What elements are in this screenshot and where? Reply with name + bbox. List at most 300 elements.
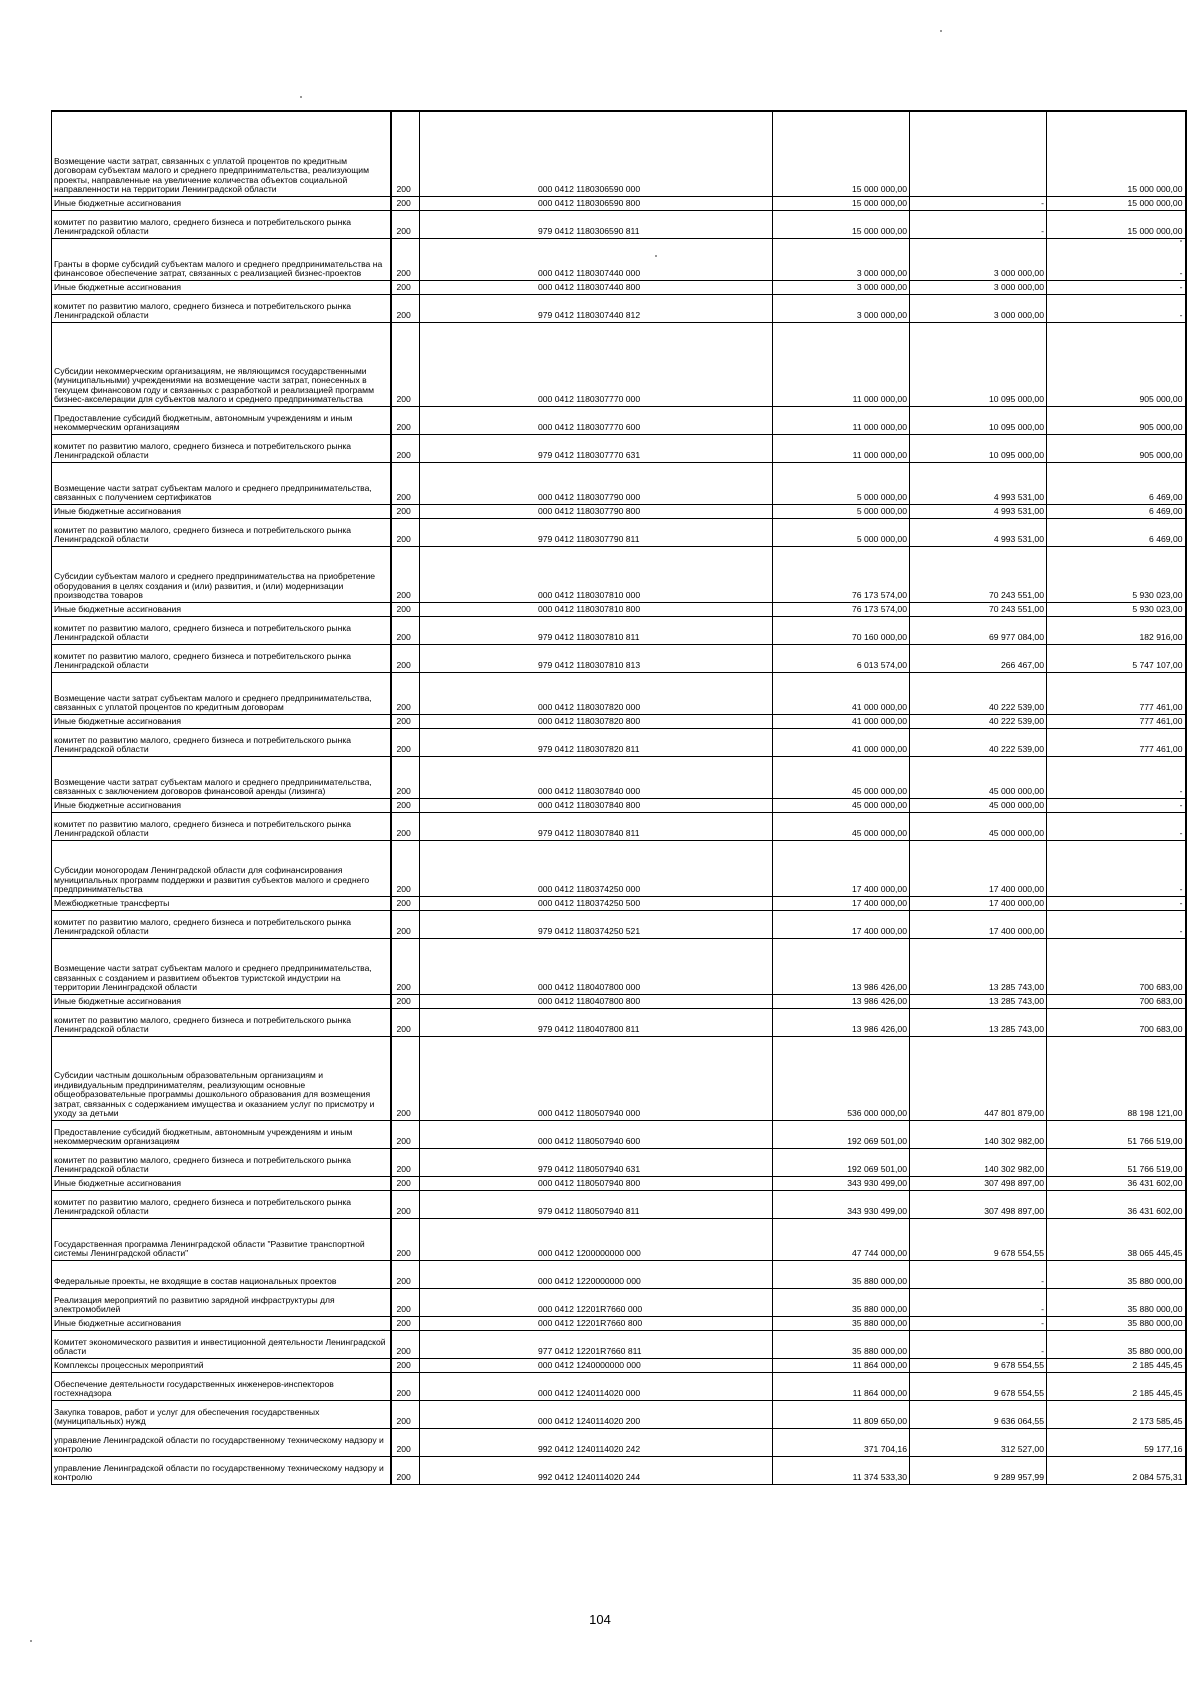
table-row: [52, 196, 1186, 210]
row-approved-amount: 371 704,16: [773, 1428, 910, 1456]
row-approved-amount: 3 000 000,00: [773, 280, 910, 294]
row-name: Предоставление субсидий бюджетным, автономным учреждениям и иным некоммерческим организациям: [52, 1120, 391, 1148]
row-line-code: 200: [391, 1008, 420, 1036]
row-unexecuted-amount: 88 198 121,00: [1047, 1036, 1186, 1120]
row-unexecuted-amount: 35 880 000,00: [1047, 1260, 1186, 1288]
row-name: Гранты в форме субсидий субъектам малого и среднего предпринимательства на финансовое обеспечение затрат, связанных с реализацией бизнес-проектов: [52, 238, 391, 280]
scan-speck: [655, 255, 657, 257]
row-budget-code: 979 0412 1180374250 521: [420, 910, 773, 938]
row-budget-code: 000 0412 1180307770 000: [420, 322, 773, 406]
row-executed-amount: -: [910, 210, 1047, 238]
row-budget-code: 000 0412 1200000000 000: [420, 1218, 773, 1260]
table-row: [52, 1176, 1186, 1190]
row-unexecuted-amount: 51 766 519,00: [1047, 1148, 1186, 1176]
budget-execution-table: [51, 110, 1187, 1485]
row-executed-amount: 45 000 000,00: [910, 812, 1047, 840]
row-line-code: 200: [391, 238, 420, 280]
row-unexecuted-amount: 5 930 023,00: [1047, 602, 1186, 616]
row-executed-amount: 45 000 000,00: [910, 798, 1047, 812]
table-row: [52, 210, 1186, 238]
row-budget-code: 000 0412 1180307770 600: [420, 406, 773, 434]
row-executed-amount: 4 993 531,00: [910, 518, 1047, 546]
row-unexecuted-amount: 38 065 445,45: [1047, 1218, 1186, 1260]
table-row: [52, 1372, 1186, 1400]
row-approved-amount: 343 930 499,00: [773, 1190, 910, 1218]
row-unexecuted-amount: -: [1047, 280, 1186, 294]
row-executed-amount: 307 498 897,00: [910, 1190, 1047, 1218]
row-executed-amount: 3 000 000,00: [910, 294, 1047, 322]
row-approved-amount: 15 000 000,00: [773, 111, 910, 196]
row-executed-amount: 307 498 897,00: [910, 1176, 1047, 1190]
row-line-code: 200: [391, 1218, 420, 1260]
row-name: Иные бюджетные ассигнования: [52, 602, 391, 616]
row-budget-code: 000 0412 1180306590 800: [420, 196, 773, 210]
row-name: Возмещение части затрат, связанных с уплатой процентов по кредитным договорам субъектам малого и среднего предпринимательства, реализующим проекты, направленные на увеличение количества объектов социальной направленности на территории Ленинградской области: [52, 111, 391, 196]
row-approved-amount: 76 173 574,00: [773, 602, 910, 616]
table-row: [52, 1400, 1186, 1428]
row-approved-amount: 11 000 000,00: [773, 434, 910, 462]
row-approved-amount: 192 069 501,00: [773, 1120, 910, 1148]
row-line-code: 200: [391, 210, 420, 238]
row-unexecuted-amount: -: [1047, 294, 1186, 322]
row-approved-amount: 11 864 000,00: [773, 1372, 910, 1400]
row-unexecuted-amount: 182 916,00: [1047, 616, 1186, 644]
row-approved-amount: 35 880 000,00: [773, 1288, 910, 1316]
row-approved-amount: 35 880 000,00: [773, 1316, 910, 1330]
table-row: [52, 111, 1186, 196]
row-budget-code: 000 0412 1240114020 000: [420, 1372, 773, 1400]
row-budget-code: 000 0412 1180307810 000: [420, 546, 773, 602]
row-approved-amount: 11 000 000,00: [773, 322, 910, 406]
row-budget-code: 992 0412 1240114020 244: [420, 1456, 773, 1484]
row-line-code: 200: [391, 1288, 420, 1316]
row-budget-code: 000 0412 1180407800 000: [420, 938, 773, 994]
row-budget-code: 979 0412 1180307440 812: [420, 294, 773, 322]
row-line-code: 200: [391, 280, 420, 294]
row-line-code: 200: [391, 1358, 420, 1372]
table-row: [52, 1330, 1186, 1358]
table-row: [52, 504, 1186, 518]
row-line-code: 200: [391, 1428, 420, 1456]
row-unexecuted-amount: -: [1047, 896, 1186, 910]
row-budget-code: 979 0412 1180307840 811: [420, 812, 773, 840]
row-unexecuted-amount: 36 431 602,00: [1047, 1190, 1186, 1218]
row-budget-code: 979 0412 1180407800 811: [420, 1008, 773, 1036]
row-executed-amount: 10 095 000,00: [910, 322, 1047, 406]
row-name: комитет по развитию малого, среднего бизнеса и потребительского рынка Ленинградской области: [52, 616, 391, 644]
row-approved-amount: 70 160 000,00: [773, 616, 910, 644]
row-line-code: 200: [391, 1176, 420, 1190]
row-line-code: 200: [391, 1330, 420, 1358]
row-budget-code: 000 0412 1180507940 600: [420, 1120, 773, 1148]
row-executed-amount: 17 400 000,00: [910, 910, 1047, 938]
table-row: [52, 238, 1186, 280]
row-budget-code: 000 0412 1180307790 800: [420, 504, 773, 518]
row-executed-amount: 17 400 000,00: [910, 896, 1047, 910]
row-approved-amount: 11 809 650,00: [773, 1400, 910, 1428]
row-name: Субсидии моногородам Ленинградской области для софинансирования муниципальных программ поддержки и развития субъектов малого и среднего предпринимательства: [52, 840, 391, 896]
table-row: [52, 812, 1186, 840]
row-budget-code: 000 0412 1180407800 800: [420, 994, 773, 1008]
row-line-code: 200: [391, 1372, 420, 1400]
table-row: [52, 1288, 1186, 1316]
row-unexecuted-amount: 777 461,00: [1047, 672, 1186, 714]
row-executed-amount: [910, 111, 1047, 196]
row-approved-amount: 47 744 000,00: [773, 1218, 910, 1260]
row-name: Возмещение части затрат субъектам малого и среднего предпринимательства, связанных с получением сертификатов: [52, 462, 391, 504]
table-row: [52, 602, 1186, 616]
row-budget-code: 979 0412 1180307810 811: [420, 616, 773, 644]
table-row: [52, 1120, 1186, 1148]
row-line-code: 200: [391, 994, 420, 1008]
row-approved-amount: 5 000 000,00: [773, 462, 910, 504]
row-approved-amount: 6 013 574,00: [773, 644, 910, 672]
table-row: [52, 434, 1186, 462]
row-budget-code: 000 0412 1180307810 800: [420, 602, 773, 616]
row-name: комитет по развитию малого, среднего бизнеса и потребительского рынка Ленинградской области: [52, 518, 391, 546]
row-budget-code: 000 0412 1180307440 000: [420, 238, 773, 280]
row-name: комитет по развитию малого, среднего бизнеса и потребительского рынка Ленинградской области: [52, 210, 391, 238]
row-name: Государственная программа Ленинградской области "Развитие транспортной системы Ленинградской области": [52, 1218, 391, 1260]
row-unexecuted-amount: 2 185 445,45: [1047, 1372, 1186, 1400]
row-approved-amount: 41 000 000,00: [773, 714, 910, 728]
row-budget-code: 000 0412 1180306590 000: [420, 111, 773, 196]
row-budget-code: 992 0412 1240114020 242: [420, 1428, 773, 1456]
row-approved-amount: 35 880 000,00: [773, 1330, 910, 1358]
row-line-code: 200: [391, 840, 420, 896]
table-row: [52, 994, 1186, 1008]
row-line-code: 200: [391, 1456, 420, 1484]
row-line-code: 200: [391, 644, 420, 672]
table-row: [52, 546, 1186, 602]
row-approved-amount: 13 986 426,00: [773, 1008, 910, 1036]
row-executed-amount: 9 678 554,55: [910, 1358, 1047, 1372]
table-row: [52, 406, 1186, 434]
table-row: [52, 294, 1186, 322]
row-executed-amount: -: [910, 1260, 1047, 1288]
row-line-code: 200: [391, 602, 420, 616]
row-unexecuted-amount: 6 469,00: [1047, 462, 1186, 504]
row-name: Иные бюджетные ассигнования: [52, 196, 391, 210]
row-executed-amount: 40 222 539,00: [910, 728, 1047, 756]
row-name: Закупка товаров, работ и услуг для обеспечения государственных (муниципальных) нужд: [52, 1400, 391, 1428]
row-name: Предоставление субсидий бюджетным, автономным учреждениям и иным некоммерческим организациям: [52, 406, 391, 434]
table-row: [52, 1190, 1186, 1218]
row-budget-code: 000 0412 1180507940 000: [420, 1036, 773, 1120]
table-row: [52, 644, 1186, 672]
row-name: Иные бюджетные ассигнования: [52, 1176, 391, 1190]
row-approved-amount: 3 000 000,00: [773, 294, 910, 322]
row-name: Субсидии некоммерческим организациям, не являющимся государственными (муниципальными) учреждениями на возмещение части затрат, понесенных в текущем финансовом году и связанных с разработкой и реализацией программ бизнес-акселерации для субъектов малого и среднего предпринимательства: [52, 322, 391, 406]
row-approved-amount: 45 000 000,00: [773, 812, 910, 840]
row-executed-amount: 266 467,00: [910, 644, 1047, 672]
table-row: [52, 518, 1186, 546]
row-unexecuted-amount: 2 185 445,45: [1047, 1358, 1186, 1372]
row-name: Возмещение части затрат субъектам малого и среднего предпринимательства, связанных с заключением договоров финансовой аренды (лизинга): [52, 756, 391, 798]
row-executed-amount: 13 285 743,00: [910, 938, 1047, 994]
row-approved-amount: 15 000 000,00: [773, 196, 910, 210]
row-line-code: 200: [391, 434, 420, 462]
row-name: Иные бюджетные ассигнования: [52, 504, 391, 518]
table-row: [52, 1456, 1186, 1484]
row-unexecuted-amount: -: [1047, 756, 1186, 798]
row-line-code: 200: [391, 518, 420, 546]
table-row: [52, 896, 1186, 910]
row-executed-amount: 312 527,00: [910, 1428, 1047, 1456]
row-line-code: 200: [391, 896, 420, 910]
table-row: [52, 1008, 1186, 1036]
row-approved-amount: 5 000 000,00: [773, 518, 910, 546]
row-name: Возмещение части затрат субъектам малого и среднего предпринимательства, связанных с созданием и развитием объектов туристской индустрии на территории Ленинградской области: [52, 938, 391, 994]
table-row: [52, 462, 1186, 504]
scan-speck: [1180, 240, 1182, 242]
row-budget-code: 000 0412 12201R7660 000: [420, 1288, 773, 1316]
table-row: [52, 1218, 1186, 1260]
table-row: [52, 672, 1186, 714]
row-name: комитет по развитию малого, среднего бизнеса и потребительского рынка Ленинградской области: [52, 1008, 391, 1036]
row-unexecuted-amount: 777 461,00: [1047, 714, 1186, 728]
row-approved-amount: 3 000 000,00: [773, 238, 910, 280]
row-budget-code: 000 0412 1180374250 500: [420, 896, 773, 910]
row-approved-amount: 45 000 000,00: [773, 798, 910, 812]
row-name: комитет по развитию малого, среднего бизнеса и потребительского рынка Ленинградской области: [52, 294, 391, 322]
table-row: [52, 280, 1186, 294]
row-name: Субсидии субъектам малого и среднего предпринимательства на приобретение оборудования в целях создания и (или) развития, и (или) модернизации производства товаров: [52, 546, 391, 602]
row-approved-amount: 536 000 000,00: [773, 1036, 910, 1120]
table-row: [52, 728, 1186, 756]
row-name: Иные бюджетные ассигнования: [52, 714, 391, 728]
row-name: Возмещение части затрат субъектам малого и среднего предпринимательства, связанных с уплатой процентов по кредитным договорам: [52, 672, 391, 714]
row-line-code: 200: [391, 1260, 420, 1288]
row-executed-amount: 9 636 064,55: [910, 1400, 1047, 1428]
row-executed-amount: 140 302 982,00: [910, 1148, 1047, 1176]
row-name: Иные бюджетные ассигнования: [52, 1316, 391, 1330]
row-unexecuted-amount: 6 469,00: [1047, 518, 1186, 546]
table-row: [52, 756, 1186, 798]
row-unexecuted-amount: 700 683,00: [1047, 1008, 1186, 1036]
row-unexecuted-amount: 905 000,00: [1047, 406, 1186, 434]
table-row: [52, 1036, 1186, 1120]
row-name: Федеральные проекты, не входящие в состав национальных проектов: [52, 1260, 391, 1288]
row-budget-code: 000 0412 12201R7660 800: [420, 1316, 773, 1330]
row-executed-amount: 69 977 084,00: [910, 616, 1047, 644]
row-line-code: 200: [391, 756, 420, 798]
row-approved-amount: 35 880 000,00: [773, 1260, 910, 1288]
row-line-code: 200: [391, 616, 420, 644]
row-unexecuted-amount: 2 084 575,31: [1047, 1456, 1186, 1484]
row-executed-amount: 3 000 000,00: [910, 280, 1047, 294]
row-executed-amount: 10 095 000,00: [910, 406, 1047, 434]
row-unexecuted-amount: 36 431 602,00: [1047, 1176, 1186, 1190]
row-unexecuted-amount: 700 683,00: [1047, 994, 1186, 1008]
row-unexecuted-amount: -: [1047, 840, 1186, 896]
row-line-code: 200: [391, 910, 420, 938]
table-row: [52, 938, 1186, 994]
row-line-code: 200: [391, 1148, 420, 1176]
row-name: комитет по развитию малого, среднего бизнеса и потребительского рынка Ленинградской области: [52, 1148, 391, 1176]
row-budget-code: 000 0412 1180374250 000: [420, 840, 773, 896]
row-budget-code: 000 0412 1180307840 000: [420, 756, 773, 798]
table-row: [52, 1260, 1186, 1288]
row-budget-code: 000 0412 1180507940 800: [420, 1176, 773, 1190]
table-row: [52, 1316, 1186, 1330]
row-name: управление Ленинградской области по государственному техническому надзору и контролю: [52, 1428, 391, 1456]
row-unexecuted-amount: 6 469,00: [1047, 504, 1186, 518]
row-budget-code: 000 0412 1180307840 800: [420, 798, 773, 812]
row-executed-amount: 9 678 554,55: [910, 1372, 1047, 1400]
row-executed-amount: 17 400 000,00: [910, 840, 1047, 896]
row-line-code: 200: [391, 294, 420, 322]
row-line-code: 200: [391, 672, 420, 714]
row-line-code: 200: [391, 1400, 420, 1428]
table-row: [52, 1358, 1186, 1372]
row-unexecuted-amount: 35 880 000,00: [1047, 1330, 1186, 1358]
row-name: Реализация мероприятий по развитию зарядной инфраструктуры для электромобилей: [52, 1288, 391, 1316]
table-row: [52, 840, 1186, 896]
row-budget-code: 979 0412 1180307810 813: [420, 644, 773, 672]
row-budget-code: 000 0412 1180307820 000: [420, 672, 773, 714]
row-line-code: 200: [391, 504, 420, 518]
row-executed-amount: 9 289 957,99: [910, 1456, 1047, 1484]
row-line-code: 200: [391, 546, 420, 602]
row-unexecuted-amount: 15 000 000,00: [1047, 210, 1186, 238]
row-approved-amount: 15 000 000,00: [773, 210, 910, 238]
row-unexecuted-amount: 2 173 585,45: [1047, 1400, 1186, 1428]
row-approved-amount: 41 000 000,00: [773, 728, 910, 756]
row-line-code: 200: [391, 1036, 420, 1120]
row-line-code: 200: [391, 196, 420, 210]
row-budget-code: 000 0412 1220000000 000: [420, 1260, 773, 1288]
row-unexecuted-amount: 5 747 107,00: [1047, 644, 1186, 672]
row-name: комитет по развитию малого, среднего бизнеса и потребительского рынка Ленинградской области: [52, 910, 391, 938]
row-executed-amount: 70 243 551,00: [910, 546, 1047, 602]
row-executed-amount: -: [910, 196, 1047, 210]
row-approved-amount: 76 173 574,00: [773, 546, 910, 602]
row-line-code: 200: [391, 322, 420, 406]
scan-speck: [300, 96, 302, 98]
row-budget-code: 979 0412 1180307770 631: [420, 434, 773, 462]
row-budget-code: 000 0412 1180307440 800: [420, 280, 773, 294]
row-executed-amount: 13 285 743,00: [910, 994, 1047, 1008]
row-budget-code: 979 0412 1180307820 811: [420, 728, 773, 756]
row-unexecuted-amount: 905 000,00: [1047, 322, 1186, 406]
row-executed-amount: 40 222 539,00: [910, 672, 1047, 714]
row-name: комитет по развитию малого, среднего бизнеса и потребительского рынка Ленинградской области: [52, 434, 391, 462]
row-unexecuted-amount: 15 000 000,00: [1047, 111, 1186, 196]
row-budget-code: 000 0412 1240000000 000: [420, 1358, 773, 1372]
row-line-code: 200: [391, 812, 420, 840]
row-budget-code: 977 0412 12201R7660 811: [420, 1330, 773, 1358]
row-budget-code: 979 0412 1180307790 811: [420, 518, 773, 546]
row-unexecuted-amount: 905 000,00: [1047, 434, 1186, 462]
row-unexecuted-amount: -: [1047, 798, 1186, 812]
row-approved-amount: 45 000 000,00: [773, 756, 910, 798]
row-unexecuted-amount: -: [1047, 238, 1186, 280]
row-budget-code: 979 0412 1180507940 811: [420, 1190, 773, 1218]
row-executed-amount: -: [910, 1330, 1047, 1358]
row-unexecuted-amount: 51 766 519,00: [1047, 1120, 1186, 1148]
table-row: [52, 910, 1186, 938]
row-unexecuted-amount: -: [1047, 910, 1186, 938]
row-executed-amount: 10 095 000,00: [910, 434, 1047, 462]
row-approved-amount: 17 400 000,00: [773, 840, 910, 896]
table-row: [52, 1148, 1186, 1176]
row-executed-amount: 45 000 000,00: [910, 756, 1047, 798]
row-unexecuted-amount: 59 177,16: [1047, 1428, 1186, 1456]
table-row: [52, 798, 1186, 812]
row-approved-amount: 11 864 000,00: [773, 1358, 910, 1372]
row-approved-amount: 41 000 000,00: [773, 672, 910, 714]
row-name: Иные бюджетные ассигнования: [52, 798, 391, 812]
scan-speck: [940, 30, 942, 32]
table-row: [52, 714, 1186, 728]
row-name: управление Ленинградской области по государственному техническому надзору и контролю: [52, 1456, 391, 1484]
row-name: комитет по развитию малого, среднего бизнеса и потребительского рынка Ленинградской области: [52, 644, 391, 672]
table-row: [52, 616, 1186, 644]
row-line-code: 200: [391, 938, 420, 994]
row-executed-amount: 3 000 000,00: [910, 238, 1047, 280]
row-executed-amount: 4 993 531,00: [910, 504, 1047, 518]
table-row: [52, 1428, 1186, 1456]
row-budget-code: 000 0412 1180307790 000: [420, 462, 773, 504]
row-name: Субсидии частным дошкольным образовательным организациям и индивидуальным предпринимателям, реализующим основные общеобразовательные программы дошкольного образования для возмещения затрат, связанных с содержанием имущества и оказанием услуг по присмотру и уходу за детьми: [52, 1036, 391, 1120]
row-executed-amount: 4 993 531,00: [910, 462, 1047, 504]
row-approved-amount: 13 986 426,00: [773, 938, 910, 994]
row-name: комитет по развитию малого, среднего бизнеса и потребительского рынка Ленинградской области: [52, 812, 391, 840]
row-budget-code: 979 0412 1180507940 631: [420, 1148, 773, 1176]
row-budget-code: 000 0412 1180307820 800: [420, 714, 773, 728]
row-line-code: 200: [391, 1316, 420, 1330]
row-executed-amount: -: [910, 1316, 1047, 1330]
row-line-code: 200: [391, 111, 420, 196]
row-budget-code: 979 0412 1180306590 811: [420, 210, 773, 238]
row-line-code: 200: [391, 714, 420, 728]
row-approved-amount: 343 930 499,00: [773, 1176, 910, 1190]
page-number: 104: [589, 1612, 611, 1627]
row-unexecuted-amount: 35 880 000,00: [1047, 1288, 1186, 1316]
row-name: Иные бюджетные ассигнования: [52, 280, 391, 294]
row-line-code: 200: [391, 798, 420, 812]
row-line-code: 200: [391, 1120, 420, 1148]
row-name: Комплексы процессных мероприятий: [52, 1358, 391, 1372]
row-executed-amount: 13 285 743,00: [910, 1008, 1047, 1036]
row-approved-amount: 192 069 501,00: [773, 1148, 910, 1176]
row-unexecuted-amount: 5 930 023,00: [1047, 546, 1186, 602]
row-approved-amount: 17 400 000,00: [773, 896, 910, 910]
row-unexecuted-amount: -: [1047, 812, 1186, 840]
row-name: Иные бюджетные ассигнования: [52, 994, 391, 1008]
row-budget-code: 000 0412 1240114020 200: [420, 1400, 773, 1428]
row-approved-amount: 17 400 000,00: [773, 910, 910, 938]
row-unexecuted-amount: 777 461,00: [1047, 728, 1186, 756]
row-approved-amount: 11 374 533,30: [773, 1456, 910, 1484]
row-executed-amount: 447 801 879,00: [910, 1036, 1047, 1120]
row-line-code: 200: [391, 728, 420, 756]
row-name: комитет по развитию малого, среднего бизнеса и потребительского рынка Ленинградской области: [52, 728, 391, 756]
row-line-code: 200: [391, 1190, 420, 1218]
row-executed-amount: -: [910, 1288, 1047, 1316]
row-line-code: 200: [391, 462, 420, 504]
row-name: Обеспечение деятельности государственных инженеров-инспекторов гостехнадзора: [52, 1372, 391, 1400]
row-approved-amount: 5 000 000,00: [773, 504, 910, 518]
row-unexecuted-amount: 35 880 000,00: [1047, 1316, 1186, 1330]
row-executed-amount: 40 222 539,00: [910, 714, 1047, 728]
row-name: Комитет экономического развития и инвестиционной деятельности Ленинградской области: [52, 1330, 391, 1358]
row-name: Межбюджетные трансферты: [52, 896, 391, 910]
row-unexecuted-amount: 15 000 000,00: [1047, 196, 1186, 210]
table-row: [52, 322, 1186, 406]
row-unexecuted-amount: 700 683,00: [1047, 938, 1186, 994]
